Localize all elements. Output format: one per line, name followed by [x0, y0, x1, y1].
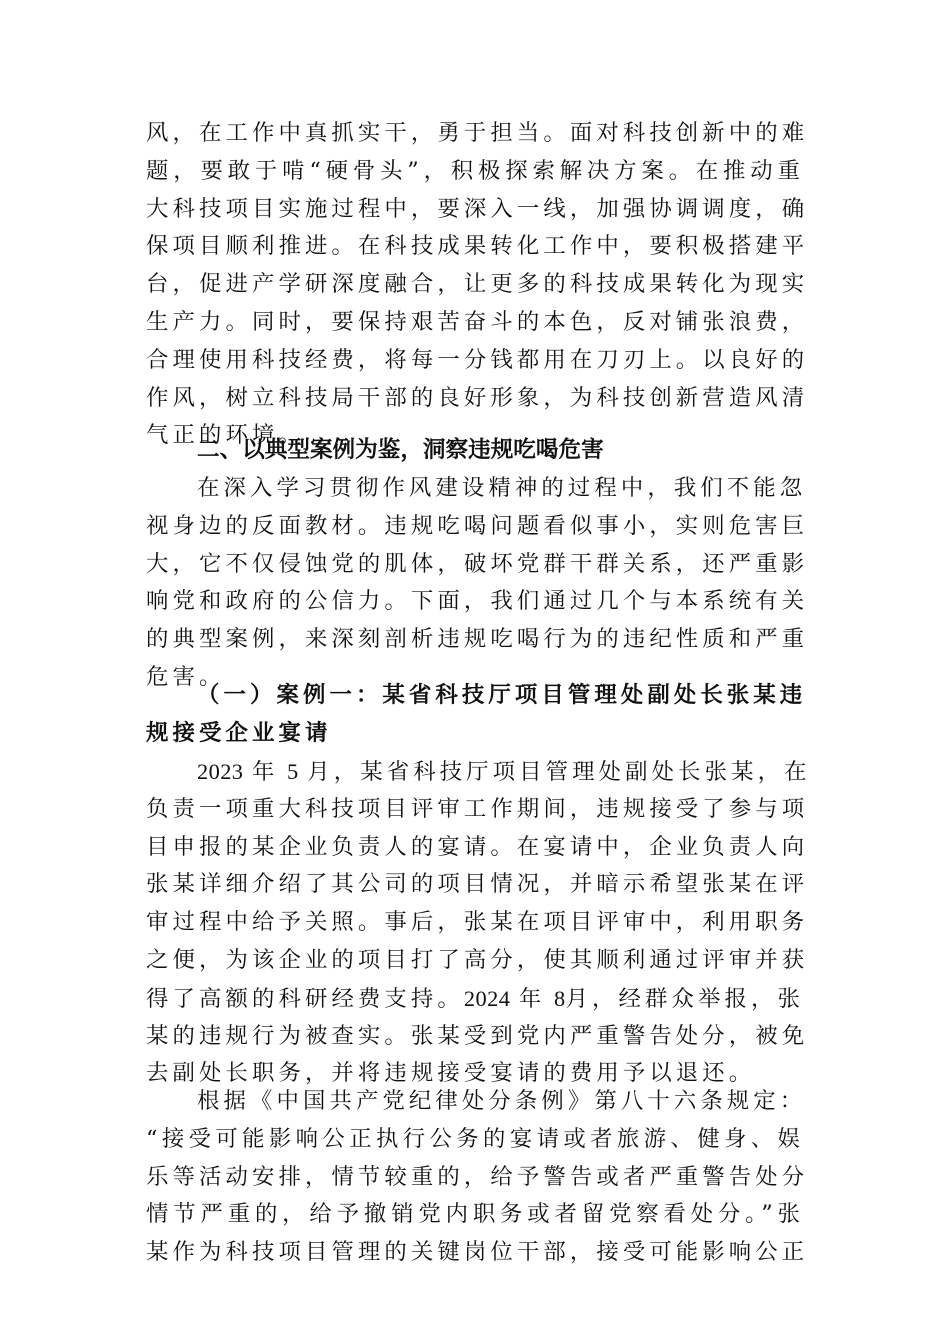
- section2-heading-block: [146, 432, 804, 470]
- case-heading: （一）案例一：某省科技厅项目管理处副处长张某违: [197, 682, 807, 708]
- text-line: 气正的环境。: [146, 422, 305, 449]
- text-line: 视身边的反面教材。违规吃喝问题看似事小，实则危害巨: [146, 512, 809, 539]
- case1-paragraph-2: [146, 1083, 809, 1272]
- text-fragment: 年: [518, 985, 546, 1012]
- text-line: 大科技项目实施过程中，要深入一线，加强协调调度，确: [146, 195, 809, 222]
- text-line: 合理使用科技经费，将每一分钱都用在刀刃上。以良好的: [146, 346, 809, 373]
- text-line: 保项目顺利推进。在科技成果转化工作中，要积极搭建平: [146, 233, 809, 260]
- text-line: 大，它不仅侵蚀党的肌体，破坏党群干群关系，还严重影: [146, 550, 809, 577]
- text-line: 情节严重的，给予撤销党内职务或者留党察看处分。”张: [146, 1201, 804, 1228]
- text-line: “接受可能影响公正执行公务的宴请或者旅游、健身、娱: [146, 1125, 804, 1152]
- text-line: 风，在工作中真抓实干，勇于担当。面对科技创新中的难: [146, 120, 809, 146]
- year-value: 2023: [197, 759, 244, 784]
- text-line: 的典型案例，来深刻剖析违规吃喝行为的违纪性质和严重: [146, 626, 809, 653]
- text-fragment: 年: [251, 759, 279, 785]
- case1-paragraph-1: [146, 753, 811, 1093]
- text-line: 乐等活动安排，情节较重的，给予警告或者严重警告处分: [146, 1163, 809, 1190]
- text-line: 某作为科技项目管理的关键岗位干部，接受可能影响公正: [146, 1239, 809, 1266]
- text-line: 之便，为该企业的项目打了高分，使其顺利通过评审并获: [146, 946, 809, 973]
- section2-intro-paragraph: [146, 470, 809, 697]
- text-line: 审过程中给予关照。事后，张某在项目评审中，利用职务: [146, 909, 809, 936]
- text-line: 题，要敢于啃“硬骨头”，积极探索解决方案。在推动重: [146, 157, 804, 184]
- text-line: 目申报的某企业负责人的宴请。在宴请中，企业负责人向: [146, 833, 809, 860]
- text-line: [146, 753, 811, 791]
- section-heading: 二、以典型案例为鉴，洞察违规吃喝危害: [197, 437, 604, 463]
- text-line: 响党和政府的公信力。下面，我们通过几个与本系统有关: [146, 588, 809, 615]
- text-line: 去副处长职务，并将违规接受宴请的费用予以退还。: [146, 1060, 756, 1087]
- text-line: 台，促进产学研深度融合，让更多的科技成果转化为现实: [146, 271, 809, 298]
- case-heading: 规接受企业宴请: [146, 719, 332, 746]
- text-line: 危害。: [146, 663, 226, 690]
- text-line: 生产力。同时，要保持艰苦奋斗的本色，反对铺张浪费，: [146, 308, 809, 335]
- text-fragment: 得了高额的科研经费支持。: [146, 985, 464, 1012]
- text-line: 作风，树立科技局干部的良好形象，为科技创新营造风清: [146, 384, 809, 411]
- text-fragment: 月，某省科技厅项目管理处副处长张某，在: [307, 759, 811, 785]
- text-line: 在深入学习贯彻作风建设精神的过程中，我们不能忽: [197, 475, 807, 501]
- text-line: 负责一项重大科技项目评审工作期间，违规接受了参与项: [146, 795, 809, 822]
- text-line: [146, 980, 804, 1018]
- year-value: 2024: [463, 985, 511, 1011]
- text-line: 某的违规行为被查实。张某受到党内严重警告处分，被免: [146, 1022, 809, 1049]
- text-line: 根据《中国共产党纪律处分条例》第八十六条规定：: [197, 1088, 807, 1114]
- month-value: 5: [287, 759, 299, 784]
- text-fragment: 月，经群众举报，张: [565, 985, 804, 1012]
- case1-heading-block: [146, 677, 807, 753]
- month-value: 8: [553, 985, 566, 1011]
- section1-tail-paragraph: [146, 115, 809, 455]
- text-line: 张某详细介绍了其公司的项目情况，并暗示希望张某在评: [146, 871, 809, 898]
